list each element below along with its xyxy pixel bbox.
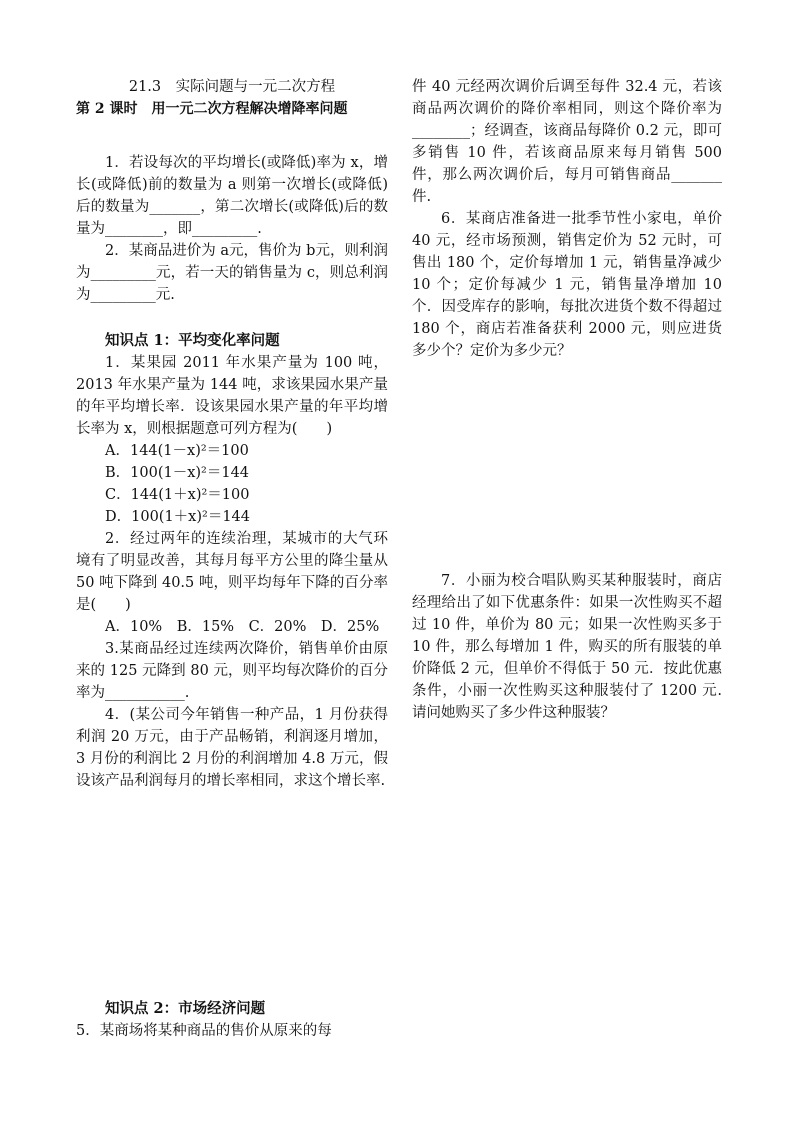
left-column [76, 76, 388, 792]
question-3: 3.某商品经过连续两次降价，销售单价由原来的 125 元降到 80 元，则平均每次降价的百分率为___________. [76, 641, 388, 701]
question-1: 1．某果园 2011 年水果产量为 100 吨，2013 年水果产量为 144 吨，求该果园水果产量的年平均增长率．设该果园水果产量的年平均增长率为 x，则根据题意可列方程为( ) [76, 355, 388, 437]
question-7: 7．小丽为校合唱队购买某种服装时，商店经理给出了如下优惠条件：如果一次性购买不超过 10 件，单价为 80 元；如果一次性购买多于 10 件，那么每增加 1 件，购买的所有服装的单价降低 2 元，但单价不得低于 50 元．按此优惠条件，小丽一次性购买这种服装付了 1200 元. 请问她购买了多少件这种服装？ [412, 573, 722, 721]
question-5-continued: 件 40 元经两次调价后调至每件 32.4 元，若该商品两次调价的降价率相同，则这个降价率为________；经调查，该商品每降价 0.2 元，即可多销售 10 件，若该商品原来每月销售 500 件，那么两次调价后，每月可销售商品_______件. [412, 79, 722, 205]
lesson-subtitle: 第 2 课时 用一元二次方程解决增降率问题 [76, 101, 348, 117]
question-2-options: A．10% B．15% C．20% D．25% [105, 619, 380, 635]
question-5-start: 5．某商场将某种商品的售价从原来的每 [76, 1023, 332, 1039]
question-1-option-a: A．144(1－x)²＝100 [105, 443, 249, 459]
question-2: 2．经过两年的连续治理，某城市的大气环境有了明显改善，其每月每平方公里的降尘量从 50 吨下降到 40.5 吨，则平均每年下降的百分率是( ) [76, 531, 388, 613]
right-column-bottom [412, 570, 722, 724]
knowledge-point-1-heading: 知识点 1：平均变化率问题 [105, 332, 280, 349]
knowledge-point-2-heading: 知识点 2：市场经济问题 [105, 1000, 266, 1017]
question-1-option-c: C．144(1＋x)²＝100 [105, 487, 250, 503]
preview-question-1: 1．若设每次的平均增长(或降低)率为 x，增长(或降低)前的数量为 a 则第一次增长(或降低)后的数量为_______，第二次增长(或降低)后的数量为________，即_________. [76, 155, 388, 237]
question-6: 6．某商店准备进一批季节性小家电，单价 40 元，经市场预测，销售定价为 52 元时，可售出 180 个，定价每增加 1 元，销售量净减少 10 个；定价每减少 1 元，销售量净增加 10 个．因受库存的影响，每批次进货个数不得超过 180 个，商店若准备获利 2000 元，则应进货多少个？定价为多少元？ [412, 211, 722, 359]
question-1-option-b: B．100(1－x)²＝144 [105, 465, 250, 481]
question-1-option-d: D．100(1＋x)²＝144 [105, 509, 251, 525]
question-4: 4．(某公司今年销售一种产品，1 月份获得利润 20 万元，由于产品畅销，利润逐月增加，3 月份的利润比 2 月份的利润增加 4.8 万元，假设该产品利润每月的增长率相同，求这个增长率. [76, 707, 388, 789]
left-column-bottom [76, 998, 388, 1042]
preview-question-2: 2．某商品进价为 a元，售价为 b元，则利润为_________元，若一天的销售量为 c，则总利润为_________元. [76, 243, 388, 303]
right-column [412, 76, 722, 362]
page-title: 21.3 实际问题与一元二次方程 [128, 79, 336, 95]
